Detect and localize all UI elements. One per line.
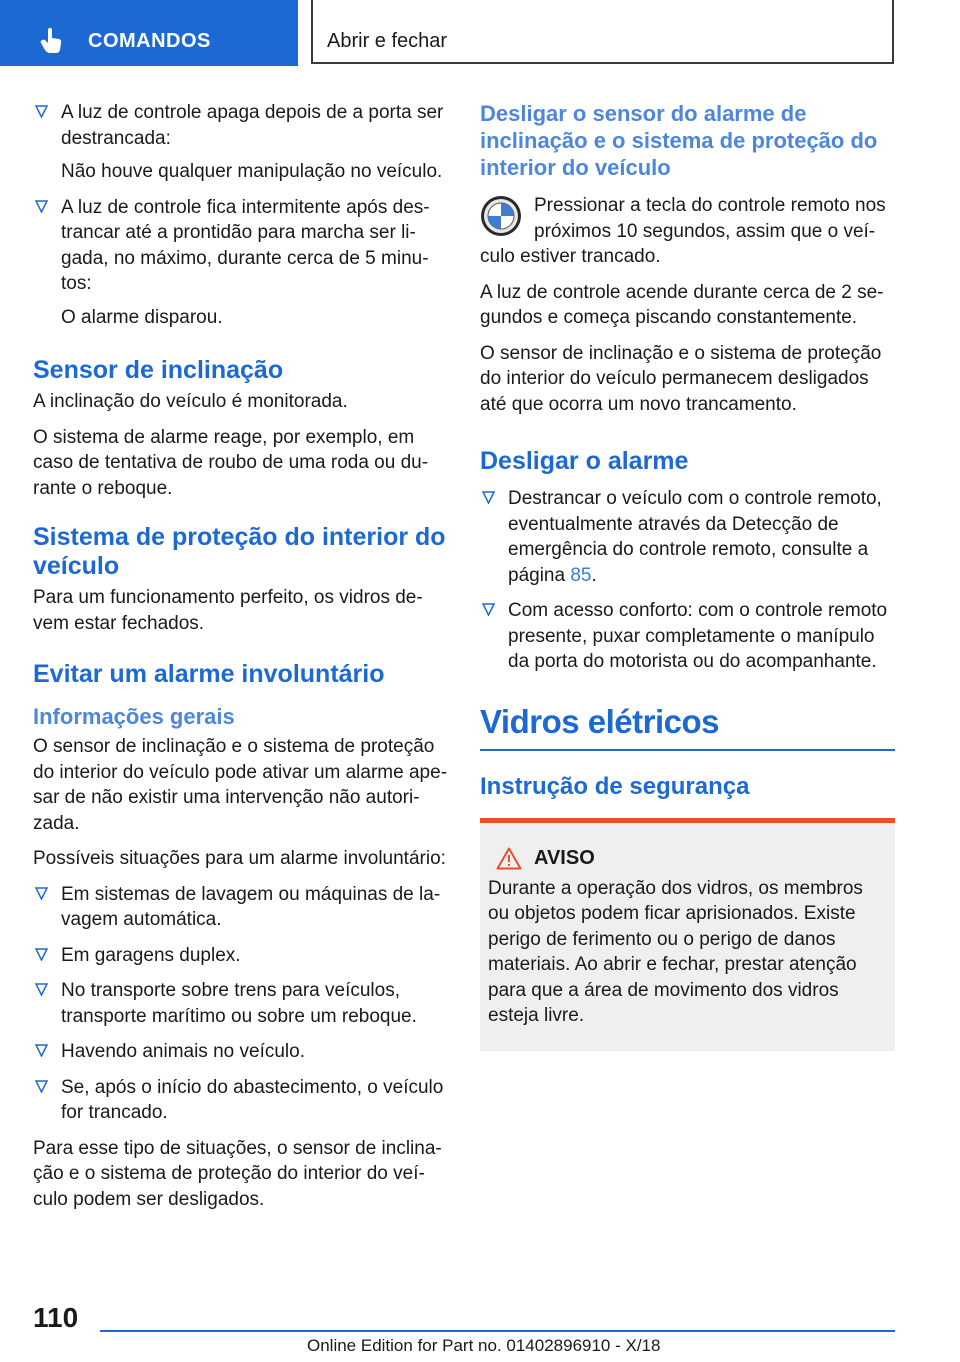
left-column: [33, 100, 447, 1222]
list-item-text: Se, após o início do abastecimento, o veículo for trancado.: [61, 1076, 444, 1123]
list-item-text: A luz de controle fica intermitente após destrancar até a prontidão para marcha ser ligada, no máximo, durante cerca de 5 minutos:: [61, 196, 430, 294]
heading-general-info: Informações gerais: [33, 704, 235, 729]
section-header: [311, 0, 894, 64]
heading-disable-alarm: Desligar o alarme: [480, 447, 689, 475]
list-item: [33, 978, 447, 1029]
paragraph: Para um funcionamento perfeito, os vidros devem estar fechados.: [33, 587, 423, 634]
list-item-text-part: Destrancar o veículo com o controle remoto, eventualmente através da Detecção de emergência do controle remoto, consulte a página: [508, 488, 882, 586]
list-item: [480, 598, 895, 675]
paragraph: A luz de controle acende durante cerca de 2 segundos e começa piscando constantemente.: [480, 281, 884, 328]
heading-disable-tilt-sensor: Desligar o sensor do alarme de inclinação e o sistema de proteção do interior do veículo: [480, 101, 878, 180]
paragraph: A inclinação do veículo é monitorada.: [33, 391, 348, 412]
page-number: 110: [33, 1302, 79, 1333]
right-column: [480, 100, 895, 1051]
chapter-tab: [0, 0, 298, 66]
list-item-text: Em sistemas de lavagem ou máquinas de lavagem automática.: [61, 883, 441, 930]
heading-interior-protection: Sistema de proteção do interior do veículo: [33, 523, 446, 580]
paragraph: Possíveis situações para um alarme involuntário:: [33, 848, 446, 869]
paragraph: O sensor de inclinação e o sistema de proteção do interior do veículo permanecem desligados até que ocorra um novo trancamento.: [480, 342, 882, 415]
triangle-bullet-icon: [35, 887, 48, 900]
page-reference-link[interactable]: 85: [570, 564, 592, 586]
list-item: [33, 1075, 447, 1126]
warning-triangle-icon: [496, 847, 522, 870]
heading-power-windows: Vidros elétricos: [480, 702, 720, 740]
warning-title: AVISO: [534, 846, 595, 869]
chapter-tab-label: COMANDOS: [88, 30, 211, 52]
paragraph: Pressionar a tecla do controle remoto nos próximos 10 segundos, assim que o veículo estiver trancado.: [480, 195, 886, 267]
triangle-bullet-icon: [482, 491, 495, 504]
heading-safety-instruction: Instrução de segurança: [480, 772, 750, 800]
list-item-text: [508, 486, 895, 588]
chapter-heading-block: [480, 703, 895, 751]
hand-pointer-icon: [40, 28, 64, 54]
list-item-text: Havendo animais no veículo.: [61, 1041, 305, 1062]
paragraph: O sistema de alarme reage, por exemplo, em caso de tentativa de roubo de uma roda ou durante o reboque.: [33, 426, 429, 499]
triangle-bullet-icon: [35, 983, 48, 996]
footer-edition: Online Edition for Part no. 01402896910 - X/18: [307, 1336, 661, 1355]
list-item-text: Em garagens duplex.: [61, 944, 241, 966]
warning-text: Durante a operação dos vidros, os membros ou objetos podem ficar aprisionados. Existe perigo de ferimento ou o perigo de danos materiais. Ao abrir e fechar, prestar atenção para que a área de movimento dos vidros esteja livre.: [488, 877, 863, 1026]
list-item: [33, 195, 447, 331]
list-item: [480, 486, 895, 588]
triangle-bullet-icon: [35, 200, 48, 213]
triangle-bullet-icon: [35, 1044, 48, 1057]
list-item: [33, 882, 447, 933]
warning-header: [496, 847, 887, 870]
remote-key-paragraph: [480, 193, 895, 270]
warning-box: [480, 818, 895, 1051]
triangle-bullet-icon: [35, 105, 48, 118]
list-item-text: No transporte sobre trens para veículos, transporte marítimo ou sobre um reboque.: [61, 980, 417, 1027]
paragraph: O sensor de inclinação e o sistema de proteção do interior do veículo pode ativar um alarme apesar de não existir uma intervenção não autorizada.: [33, 736, 448, 834]
list-item-subtext: O alarme disparou.: [61, 306, 223, 328]
list-item: [33, 1039, 447, 1065]
triangle-bullet-icon: [35, 948, 48, 961]
triangle-bullet-icon: [482, 603, 495, 616]
section-header-label: Abrir e fechar: [327, 30, 448, 52]
list-item-text-part: .: [591, 564, 597, 586]
list-item-text: A luz de controle apaga depois de a porta ser destrancada:: [61, 102, 444, 149]
bmw-remote-key-icon: [480, 195, 522, 237]
paragraph: Para esse tipo de situações, o sensor de inclinação e o sistema de proteção do interior do veículo podem ser desligados.: [33, 1137, 442, 1210]
list-item-subtext: Não houve qualquer manipulação no veículo.: [61, 161, 443, 182]
list-item: [33, 100, 447, 185]
heading-tilt-sensor: Sensor de inclinação: [33, 356, 284, 384]
footer-divider: [100, 1330, 895, 1332]
triangle-bullet-icon: [35, 1080, 48, 1093]
list-item-text: Com acesso conforto: com o controle remoto presente, puxar completamente o manípulo da porta do motorista ou do acompanhante.: [508, 600, 888, 672]
list-item: [33, 943, 447, 969]
heading-avoid-alarm: Evitar um alarme involuntário: [33, 660, 385, 688]
